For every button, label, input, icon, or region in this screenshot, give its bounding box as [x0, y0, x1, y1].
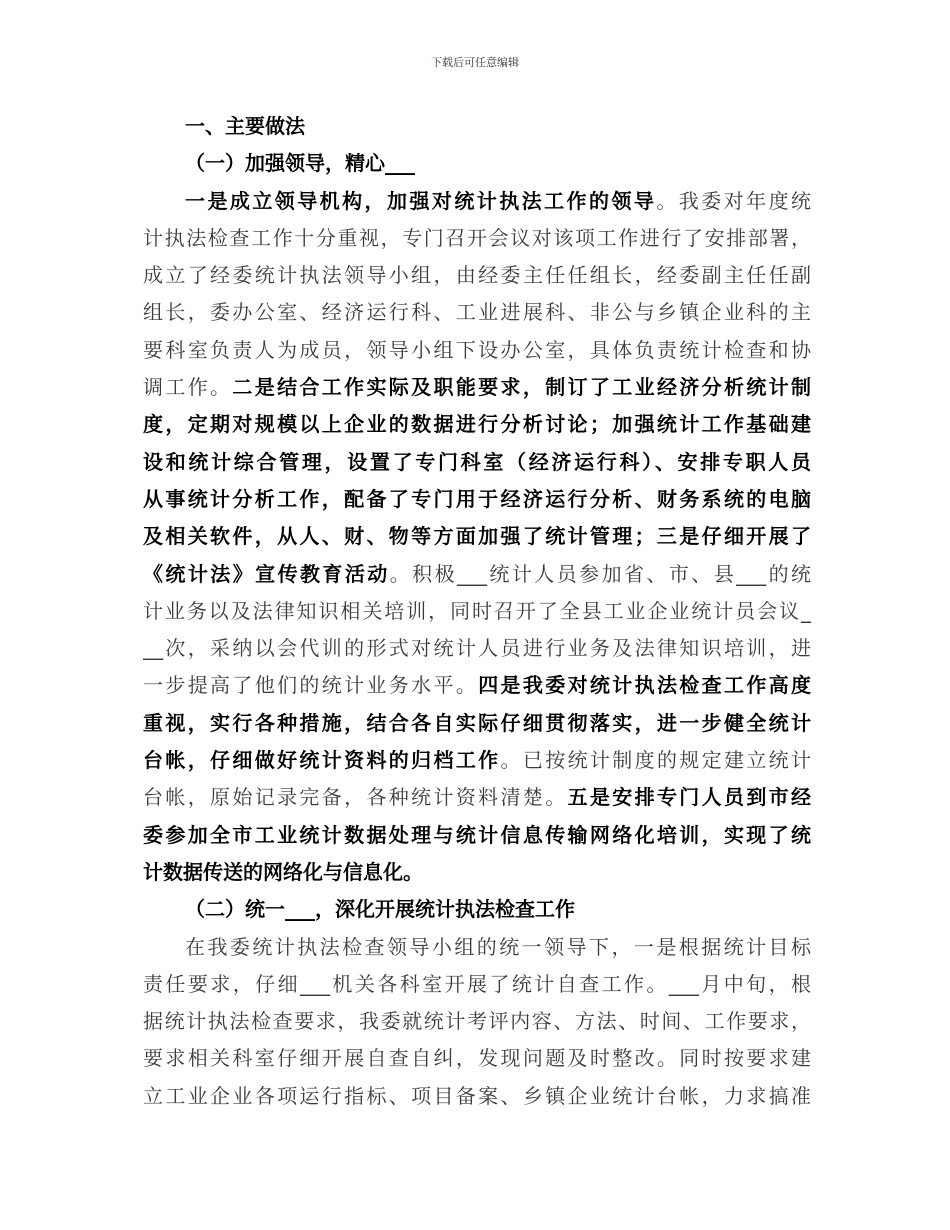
page-header: 下载后可任意编辑 — [431, 56, 519, 69]
text-line: 立工业企业各项运行指标、项目备案、乡镇企业统计台帐，力求搞准 — [143, 1083, 811, 1108]
document-body — [143, 108, 811, 1115]
text-line — [143, 667, 811, 704]
text-line — [143, 481, 811, 518]
bold-run: 五是安排专门人员到市经 — [567, 785, 811, 810]
text-line — [143, 183, 811, 220]
text-line — [143, 742, 811, 779]
bold-run: 一是成立领导机构，加强对统计执法工作的领导 — [185, 188, 657, 213]
text-run: 台帐，原始记录完备，各种统计资料清楚。 — [143, 785, 568, 810]
text-line: 责任要求，仔细___机关各科室开展了统计自查工作。___月中旬，根 — [143, 971, 811, 996]
bold-run: 重视，实行各种措施，结合各自实际仔细贯彻落实，进一步健全统计 — [143, 710, 811, 735]
text-line — [143, 593, 811, 630]
text-line — [143, 630, 811, 667]
text-line — [143, 817, 811, 854]
text-line: 据统计执法检查要求，我委就统计考评内容、方法、时间、工作要求， — [143, 1009, 811, 1034]
section-heading: 一、主要做法 — [185, 114, 305, 138]
text-line — [143, 257, 811, 294]
text-run: 。我委对年度统 — [656, 188, 811, 213]
bold-run: 度，定期对规模以上企业的数据进行分析讨论；加强统计工作基础建 — [143, 412, 811, 437]
text-line — [143, 705, 811, 742]
text-line — [143, 854, 811, 891]
text-line — [143, 518, 811, 555]
bold-run: 及相关软件，从人、财、物等方面加强了统计管理；三是仔细开展了 — [143, 524, 811, 549]
subsection-heading-2: （二）统一___，深化开展统计执法检查工作 — [185, 897, 575, 922]
text-line — [143, 779, 811, 816]
text-run: __次，采纳以会代训的形式对统计人员进行业务及法律知识培训，进 — [143, 636, 811, 661]
paragraph-1 — [143, 183, 811, 892]
bold-run: 二是结合工作实际及职能要求，制订了工业经济分析统计制 — [232, 375, 811, 400]
text-run: 一步提高了他们的统计业务水平。 — [143, 673, 479, 698]
text-line — [143, 444, 811, 481]
bold-run: 四是我委对统计执法检查工作高度 — [478, 673, 811, 698]
text-line — [143, 556, 811, 593]
text-run: 组长，委办公室、经济运行科、工业进展科、非公与乡镇企业科的主 — [143, 300, 811, 325]
text-line — [143, 220, 811, 257]
bold-run: 台帐，仔细做好统计资料的归档工作 — [143, 748, 501, 773]
paragraph-2 — [143, 929, 811, 1115]
text-line — [143, 406, 811, 443]
text-run: 。已按统计制度的规定建立统计 — [500, 748, 811, 773]
bold-run: 设和统计综合管理，设置了专门科室（经济运行科）、安排专职人员 — [143, 449, 811, 474]
text-run: 成立了经委统计执法领导小组，由经委主任任组长，经委副主任任副 — [143, 263, 811, 288]
text-line — [143, 294, 811, 331]
bold-run: 从事统计分析工作，配备了专门用于经济运行分析、财务系统的电脑 — [143, 486, 811, 511]
text-run: 调工作。 — [143, 375, 233, 400]
text-line: 要求相关科室仔细开展自查自纠，发现问题及时整改。同时按要求建 — [143, 1046, 811, 1071]
text-line — [143, 369, 811, 406]
text-run: 计业务以及法律知识相关培训，同时召开了全县工业企业统计员会议_ — [143, 598, 811, 623]
bold-run: 委参加全市工业统计数据处理与统计信息传输网络化培训，实现了统 — [143, 822, 811, 847]
bold-run: 《统计法》宣传教育活动 — [143, 561, 390, 586]
text-line: 在我委统计执法检查领导小组的统一领导下，一是根据统计目标 — [185, 934, 811, 959]
text-line — [143, 332, 811, 369]
bold-run: 计数据传送的网络化与信息化。 — [143, 859, 423, 884]
text-run: 。积极___统计人员参加省、市、县___的统 — [389, 561, 811, 586]
text-run: 要科室负责人为成员，领导小组下设办公室，具体负责统计检查和协 — [143, 337, 811, 362]
text-run: 计执法检查工作十分重视，专门召开会议对该项工作进行了安排部署， — [143, 225, 811, 250]
subsection-heading-1: （一）加强领导，精心___ — [185, 151, 415, 176]
